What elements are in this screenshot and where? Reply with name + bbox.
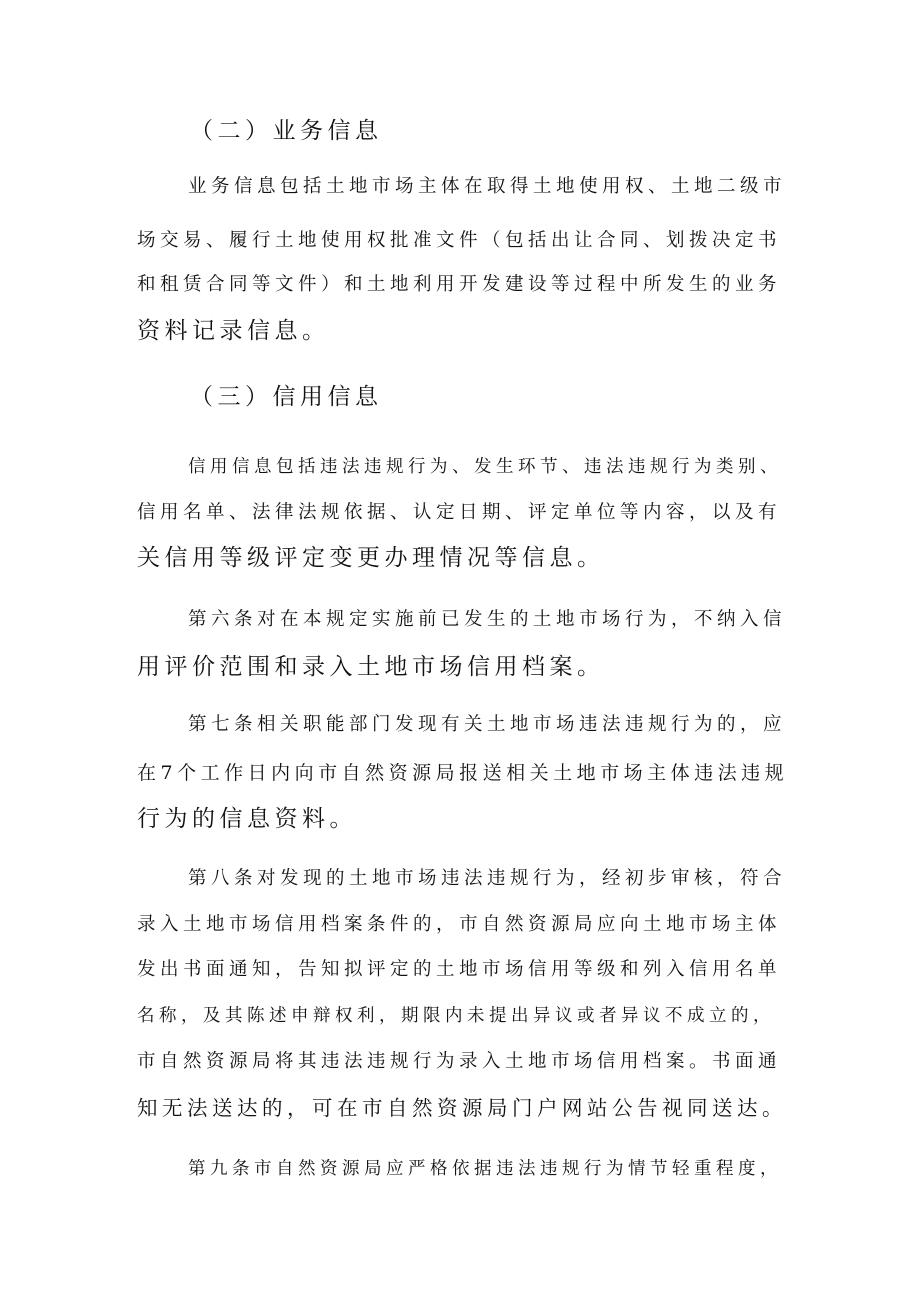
paragraph-line: 信用名单、法律法规依据、认定日期、评定单位等内容，以及有 [137,502,782,523]
section-heading-credit-info: （三）信用信息 [190,384,383,410]
article-eight-line: 第八条对发现的土地市场违法违规行为，经初步审核，符合 [188,868,787,889]
article-eight-line: 知无法送达的，可在市自然资源局门户网站公告视同送达。 [137,1096,787,1120]
paragraph-line: 关信用等级评定变更办理情况等信息。 [137,545,605,571]
article-six-line: 用评价范围和录入土地市场信用档案。 [137,654,605,680]
paragraph-line: 场交易、履行土地使用权批准文件（包括出让合同、划拨决定书 [137,230,782,251]
article-eight-line: 录入土地市场信用档案条件的，市自然资源局应向土地市场主体 [137,914,782,935]
paragraph-line: 业务信息包括土地市场主体在取得土地使用权、土地二级市 [188,176,787,197]
section-heading-business-info: （二）业务信息 [190,118,383,144]
article-seven-line: 行为的信息资料。 [137,806,357,832]
article-eight-line: 市自然资源局将其违法违规行为录入土地市场信用档案。书面通 [137,1051,782,1072]
article-nine-line: 第九条市自然资源局应严格依据违法违规行为情节轻重程度， [188,1159,782,1179]
article-eight-line: 名称，及其陈述申辩权利，期限内未提出异议或者异议不成立的， [137,1006,775,1026]
article-seven-line: 第七条相关职能部门发现有关土地市场违法违规行为的，应 [188,714,787,735]
article-seven-line: 在7个工作日内向市自然资源局报送相关土地市场主体违法违规 [137,762,789,784]
paragraph-line: 信用信息包括违法违规行为、发生环节、违法违规行为类别、 [188,457,782,477]
paragraph-line: 资料记录信息。 [137,318,330,344]
article-eight-line: 发出书面通知，告知拟评定的土地市场信用等级和列入信用名单 [137,959,782,980]
paragraph-line: 和租赁合同等文件）和土地利用开发建设等过程中所发生的业务 [137,274,782,295]
article-six-line: 第六条对在本规定实施前已发生的土地市场行为，不纳入信 [188,609,787,630]
